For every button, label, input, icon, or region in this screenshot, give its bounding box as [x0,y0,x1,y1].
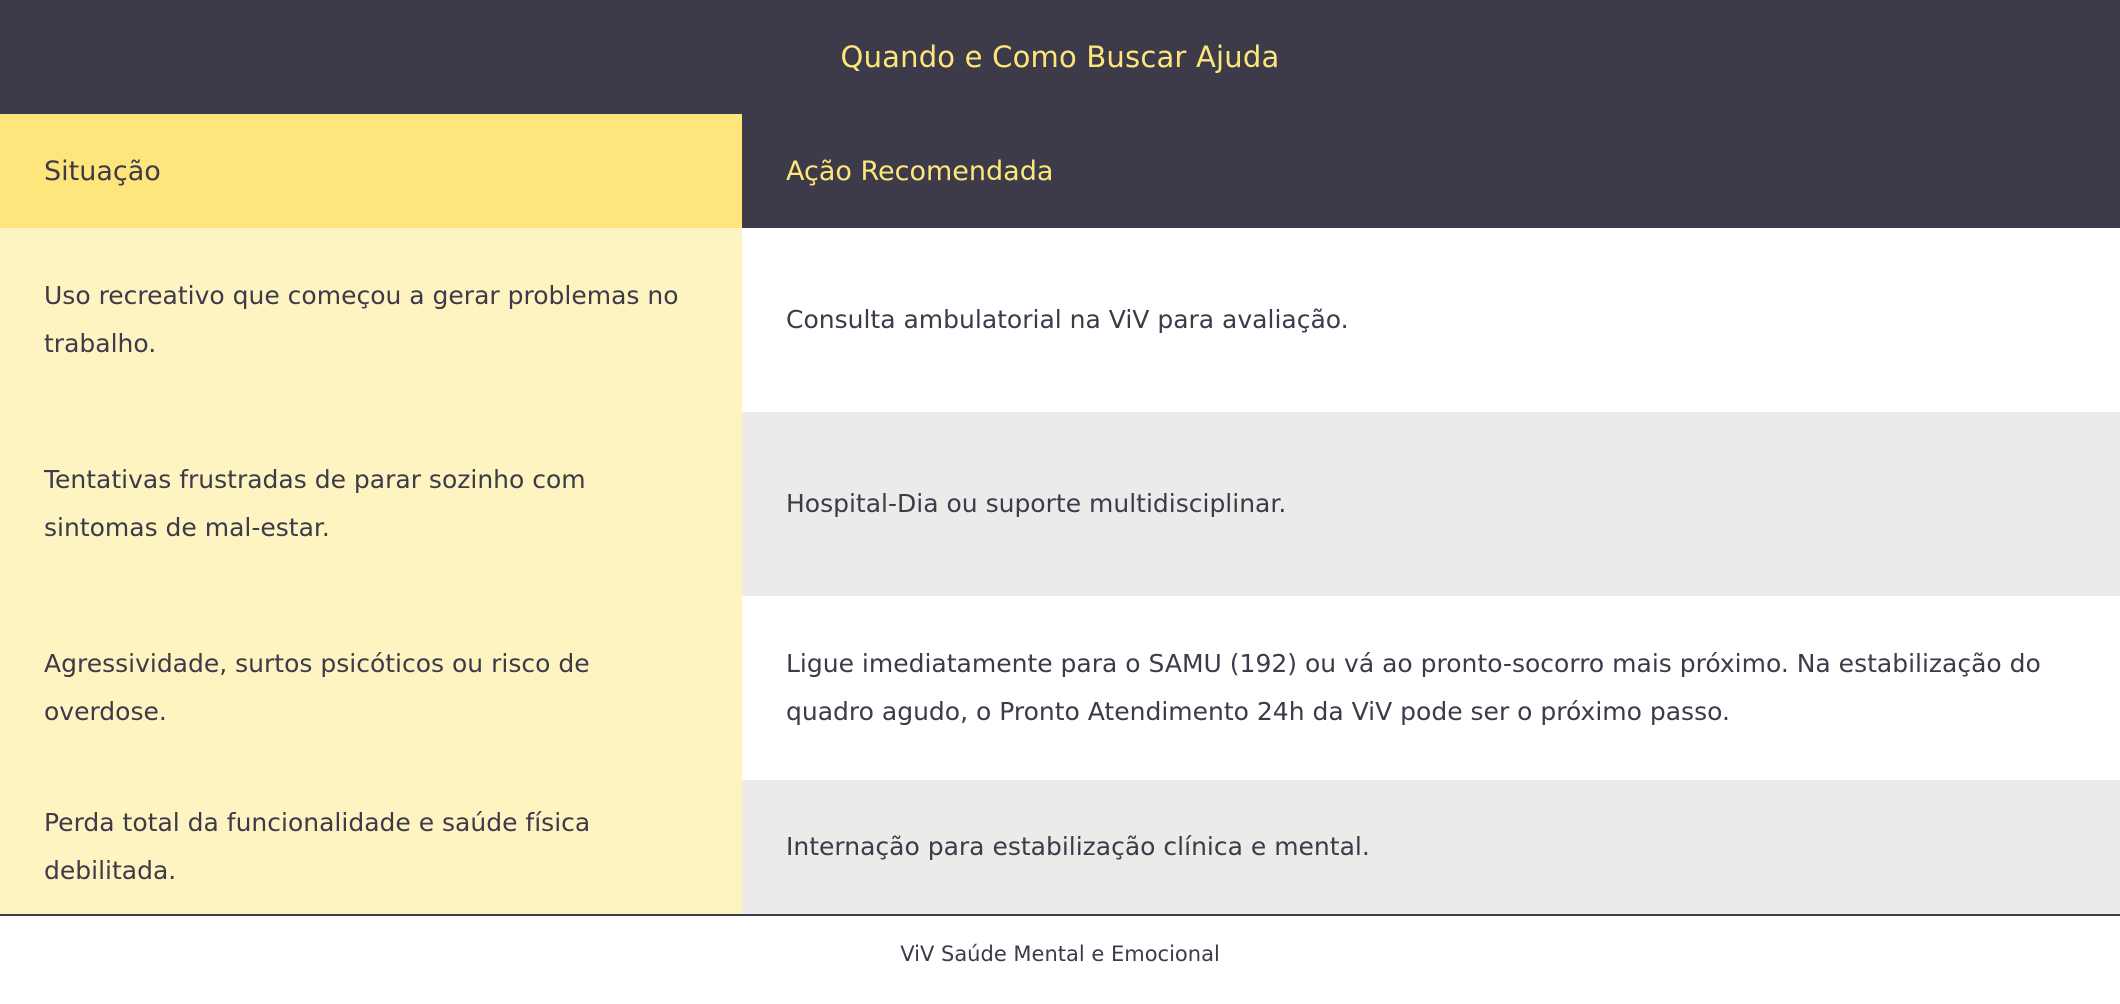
situation-cell: Perda total da funcionalidade e saúde física debilitada. [0,780,742,914]
situation-cell: Agressividade, surtos psicóticos ou risco de overdose. [0,596,742,780]
column-header-situation: Situação [0,114,742,228]
footer-text: ViV Saúde Mental e Emocional [900,942,1220,966]
action-cell: Hospital-Dia ou suporte multidisciplinar. [742,412,2120,596]
action-cell: Consulta ambulatorial na ViV para avaliação. [742,228,2120,412]
action-cell: Internação para estabilização clínica e mental. [742,780,2120,914]
action-cell: Ligue imediatamente para o SAMU (192) ou vá ao pronto-socorro mais próximo. Na estabilização do quadro agudo, o Pronto Atendimento 24h da ViV pode ser o próximo passo. [742,596,2120,780]
table-row [0,228,2120,412]
situation-cell: Uso recreativo que começou a gerar problemas no trabalho. [0,228,742,412]
page-title-bar [0,0,2120,114]
table-row [0,780,2120,914]
table-row [0,596,2120,780]
column-header-action: Ação Recomendada [742,114,2120,228]
page-title: Quando e Como Buscar Ajuda [840,40,1280,74]
footer [0,916,2120,992]
table-header-row [0,114,2120,228]
situation-cell: Tentativas frustradas de parar sozinho com sintomas de mal-estar. [0,412,742,596]
help-table [0,114,2120,914]
table-row [0,412,2120,596]
